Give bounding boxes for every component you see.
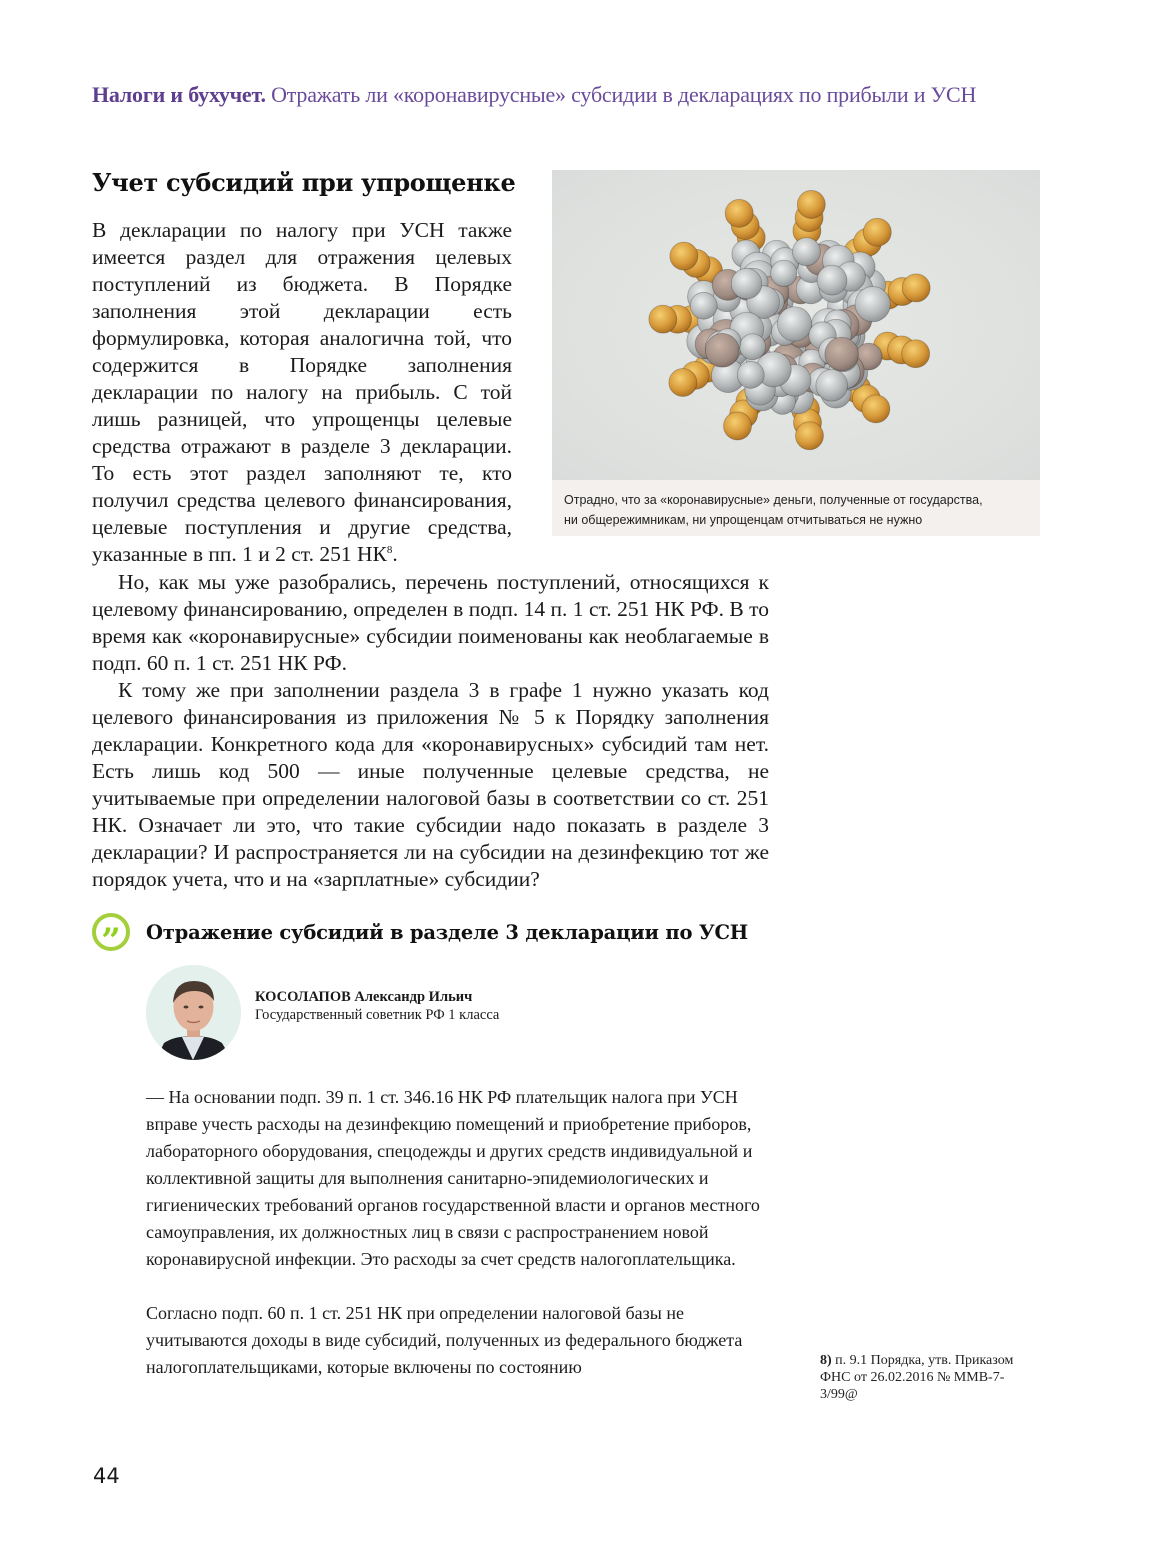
expert-position: Государственный советник РФ 1 класса [255,1006,500,1023]
caption-line: Отрадно, что за «коронавирусные» деньги, полученные от государства, [564,493,983,507]
coin [855,286,890,321]
coin [740,334,766,360]
coin [731,268,762,299]
caption-line: ни общережимникам, ни упрощенцам отчитываться не нужно [564,513,923,527]
figure-caption [552,480,1040,536]
wide-column [92,569,769,893]
section-heading: Учет субсидий при упрощенке [92,168,516,197]
expert-name: КОСОЛАПОВ Александр Ильич [255,988,473,1005]
coin [649,305,677,333]
paragraph-end: . [392,542,398,566]
narrow-column [92,217,512,568]
coin [797,190,825,218]
coin [670,242,698,270]
coin [825,337,859,371]
footnote-ref[interactable]: 8 [386,543,393,556]
expert-portrait [146,965,241,1060]
page-number: 44 [93,1464,120,1488]
answer-paragraph: — На основании подп. 39 п. 1 ст. 346.16 НК РФ плательщик налога при УСН вправе учесть расходы на дезинфекцию помещений и приобретение приборов, лабораторного оборудования, спецодежды и других средств индивидуальной и коллективной защиты для выполнения санитарно-эпидемиологических и гигиенических требований органов государственной власти и органов местного самоуправления, их должностных лиц в связи с распространением новой коронавирусной инфекции. Это расходы за счет средств налогоплательщика. [146,1087,760,1269]
coin [725,199,753,227]
coin [902,340,930,368]
expert-info [255,988,499,1024]
paragraph: Но, как мы уже разобрались, перечень поступлений, относящихся к целевому финансированию, определен в подп. 14 п. 1 ст. 251 НК РФ. В то время как «коронавирусные» субсидии поименованы как необлагаемые в подп. 60 п. 1 ст. 251 НК РФ. [92,570,769,675]
expert-answer [146,1084,766,1381]
answer-paragraph: Согласно подп. 60 п. 1 ст. 251 НК при определении налоговой базы не учитываются доходы в виде субсидий, полученных из федерального бюджета налогоплательщиками, которые включены по состоянию [146,1303,743,1377]
running-head-section: Налоги и бухучет. [92,82,266,107]
paragraph [92,217,512,568]
coin [817,265,847,295]
coin [771,260,797,286]
coin [902,274,930,302]
coins-illustration [552,170,1040,480]
quote-title: Отражение субсидий в разделе 3 декларации по УСН [146,920,749,944]
coin [795,422,823,450]
coin [737,361,764,388]
coins-photo [552,170,1040,480]
figure [552,170,1040,536]
coin [816,370,848,402]
coin [777,307,811,341]
expert-card [146,965,499,1060]
footnote [820,1352,1040,1403]
coin [792,238,820,266]
footnote-number: 8) [820,1353,832,1368]
coin [862,395,890,423]
coin [863,218,891,246]
avatar [146,965,241,1060]
coin [669,368,697,396]
coin [724,412,752,440]
paragraph-text: В декларации по налогу при УСН также имеется раздел для отражения целевых поступлений из бюджета. В Порядке заполнения этой декларации есть формулировка, которая аналогична той, что содержится в Порядке заполнения декларации по налогу на прибыль. С той лишь разницей, что упрощенцы целевые средства отражают в разделе 3 декларации. То есть этот раздел заполняют те, кто получил средства целевого финансирования, целевые поступления и другие средства, указанные в пп. 1 и 2 ст. 251 НК [92,218,512,566]
coin [690,292,717,319]
running-head [92,82,976,108]
quote-icon: ” [92,913,130,951]
coin [705,333,739,367]
footnote-text: п. 9.1 Порядка, утв. Приказом ФНС от 26.02.2016 № ММВ-7-3/99@ [820,1353,1014,1402]
running-head-title: Отражать ли «коронавирусные» субсидии в декларациях по прибыли и УСН [271,82,977,107]
expert-quote-header [92,913,749,961]
paragraph: К тому же при заполнении раздела 3 в графе 1 нужно указать код целевого финансирования из приложения № 5 к Порядку заполнения декларации. Конкретного кода для «коронавирусных» субсидий там нет. Есть лишь код 500 — иные полученные целевые средства, не учитываемые при определении налоговой базы в соответствии со ст. 251 НК. Означает ли это, что такие субсидии надо показать в разделе 3 декларации? И распространяется ли на субсидии на дезинфекцию тот же порядок учета, что и на «зарплатные» субсидии? [92,678,769,891]
